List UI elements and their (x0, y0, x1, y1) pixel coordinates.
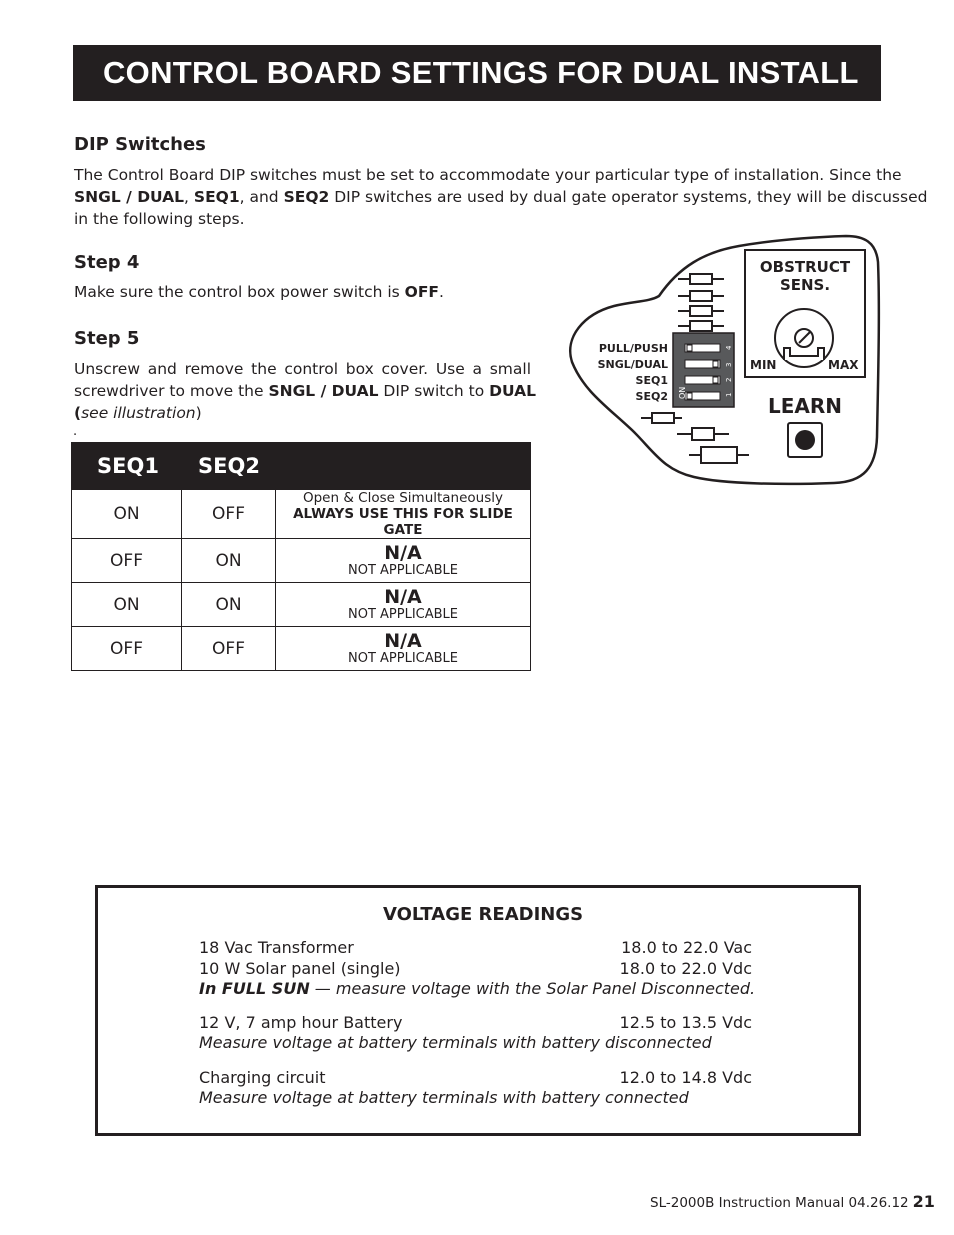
step5-line-2-mid: DIP switch to (378, 382, 490, 400)
dip-line-2-rest: DIP switches are used by dual gate operator systems, they will be discussed (329, 188, 928, 206)
desc-not-applicable: NOT APPLICABLE (347, 606, 459, 622)
cell-seq1: ON (72, 583, 182, 627)
step5-paragraph (74, 358, 536, 424)
desc-na: N/A (384, 629, 422, 652)
voltage-value: 18.0 to 22.0 Vac (621, 938, 752, 957)
dip-on-label: ON (678, 386, 687, 399)
page-title: CONTROL BOARD SETTINGS FOR DUAL INSTALL (103, 55, 859, 90)
step5-sngl-dual-bold: SNGL / DUAL (268, 382, 379, 400)
voltage-value: 12.0 to 14.8 Vdc (619, 1068, 752, 1087)
header-seq1-label: SEQ1 (97, 454, 159, 478)
cell-seq2: ON (182, 539, 276, 583)
step5-line-1: Unscrew and remove the control box cover. Use a small (74, 360, 531, 378)
voltage-label: Charging circuit (199, 1068, 326, 1087)
label-sngl-dual: SNGL/DUAL (597, 358, 668, 371)
header-seq2-label: SEQ2 (198, 454, 260, 478)
step5-dual-bold: DUAL (489, 382, 536, 400)
voltage-value: 18.0 to 22.0 Vdc (619, 959, 752, 978)
desc-na: N/A (384, 541, 422, 564)
cell-seq1: ON (72, 490, 182, 539)
dip-line-1: The Control Board DIP switches must be set to accommodate your particular type of installation. Since the (74, 166, 902, 184)
voltage-row (199, 1013, 752, 1032)
cell-seq1: OFF (72, 627, 182, 671)
page-footer (650, 1192, 935, 1211)
dip-settings-table (71, 442, 531, 671)
step5-line-2-pre: screwdriver to move the (74, 382, 269, 400)
voltage-value: 12.5 to 13.5 Vdc (619, 1013, 752, 1032)
label-seq2: SEQ2 (635, 390, 668, 403)
seq2-bold: SEQ2 (283, 188, 330, 206)
table-row (72, 627, 531, 671)
dip-number-1: 1 (725, 392, 733, 397)
cell-seq1: OFF (72, 539, 182, 583)
page-title-bar (73, 45, 881, 101)
voltage-label: 10 W Solar panel (single) (199, 959, 401, 978)
header-seq1 (72, 443, 182, 490)
voltage-note-bold: In FULL SUN (199, 979, 310, 998)
step4-text (74, 281, 444, 303)
dip-switch-labels (598, 342, 668, 403)
footer-text: SL-2000B Instruction Manual 04.26.12 (650, 1195, 909, 1211)
cell-seq2: OFF (182, 627, 276, 671)
step5-see-illustration: see illustration (81, 404, 196, 422)
dip-number-4: 4 (725, 345, 733, 350)
control-board-illustration (564, 232, 884, 487)
voltage-note: Measure voltage at battery terminals with battery disconnected (199, 1033, 712, 1052)
desc-line1: Open & Close Simultaneously (302, 490, 504, 506)
cell-seq2: ON (182, 583, 276, 627)
table-row (72, 583, 531, 627)
min-label: MIN (750, 358, 777, 372)
desc-not-applicable: NOT APPLICABLE (347, 650, 459, 666)
step5-close-paren: ) (195, 404, 202, 422)
seq1-bold: SEQ1 (193, 188, 240, 206)
voltage-readings-box (95, 885, 861, 1136)
dip-line-2 (74, 186, 928, 208)
max-label: MAX (828, 358, 859, 372)
voltage-label: 18 Vac Transformer (199, 938, 354, 957)
dip-switches-heading: DIP Switches (74, 134, 206, 155)
stray-period: . (73, 424, 78, 439)
voltage-row (199, 938, 752, 957)
voltage-note: Measure voltage at battery terminals with battery connected (199, 1088, 689, 1107)
page-number: 21 (912, 1192, 935, 1211)
cell-description (276, 583, 531, 627)
step5-open-paren: ( (74, 404, 82, 422)
dip-switches-paragraph (74, 164, 928, 230)
voltage-note-rest: — measure voltage with the Solar Panel Disconnected. (309, 979, 756, 998)
step5-heading: Step 5 (74, 328, 140, 349)
header-seq2 (182, 443, 531, 490)
step4-text-pre: Make sure the control box power switch is (74, 283, 405, 301)
potentiometer-dial (775, 309, 833, 367)
sngl-dual-bold: SNGL / DUAL (74, 188, 185, 206)
voltage-label: 12 V, 7 amp hour Battery (199, 1013, 403, 1032)
table-row (72, 539, 531, 583)
dip-number-2: 2 (725, 377, 733, 382)
step4-off-bold: OFF (404, 283, 440, 301)
desc-not-applicable: NOT APPLICABLE (347, 562, 459, 578)
cell-description (276, 627, 531, 671)
dip-line-2-sep1: , (184, 188, 194, 206)
voltage-readings-title: VOLTAGE READINGS (383, 904, 584, 925)
step5-line-2 (74, 380, 536, 402)
table-row (72, 490, 531, 539)
dip-line-2-sep2: , and (239, 188, 284, 206)
sens-label: SENS. (779, 276, 831, 294)
cell-description (276, 490, 531, 539)
cell-description (276, 539, 531, 583)
label-pull-push: PULL/PUSH (598, 342, 668, 355)
label-seq1: SEQ1 (635, 374, 668, 387)
obstruct-label: OBSTRUCT (759, 258, 851, 276)
step4-heading: Step 4 (74, 252, 140, 273)
desc-na: N/A (384, 585, 422, 608)
step4-text-post: . (439, 283, 444, 301)
cell-seq2: OFF (182, 490, 276, 539)
voltage-row (199, 959, 752, 978)
dip-number-3: 3 (725, 362, 733, 367)
learn-label: LEARN (768, 394, 843, 418)
voltage-note (199, 979, 755, 998)
table-header-row (72, 443, 531, 490)
step5-line-3 (74, 402, 531, 424)
voltage-row (199, 1068, 752, 1087)
learn-button (788, 423, 822, 457)
desc-line2: ALWAYS USE THIS FOR SLIDE GATE (293, 506, 513, 538)
dip-line-3: in the following steps. (74, 210, 245, 228)
